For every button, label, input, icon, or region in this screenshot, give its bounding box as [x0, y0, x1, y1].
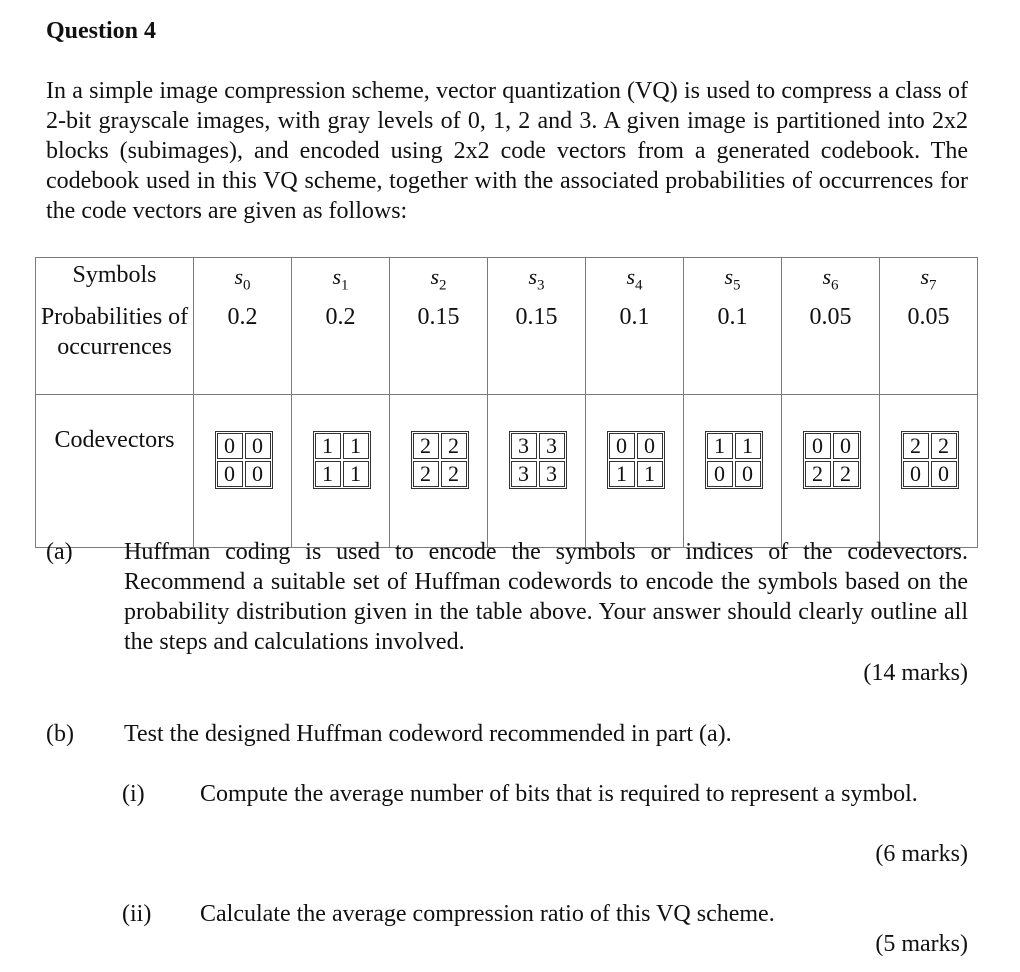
- probability-cell: 0.15: [390, 300, 488, 395]
- codevector-cell: [782, 395, 880, 548]
- symbols-row: [36, 258, 978, 301]
- probability-cell: 0.2: [194, 300, 292, 395]
- codevector-cell: [194, 395, 292, 548]
- symbol-cell: $s_7$: [880, 258, 978, 301]
- symbol-cell: $s_0$: [194, 258, 292, 301]
- part-a-marks: (14 marks): [863, 660, 968, 686]
- codevector-block: 2 2 0 0: [901, 431, 959, 489]
- codevector-block: 1 1 0 0: [705, 431, 763, 489]
- probability-cell: 0.1: [586, 300, 684, 395]
- symbol-cell: $s_4$: [586, 258, 684, 301]
- probability-cell: 0.15: [488, 300, 586, 395]
- codevector-block: 0 0 1 1: [607, 431, 665, 489]
- codevectors-header: Codevectors: [36, 395, 194, 548]
- part-b-ii-label: (ii): [122, 901, 152, 927]
- codevector-cell: [880, 395, 978, 548]
- codevector-block: 3 3 3 3: [509, 431, 567, 489]
- probabilities-row: [36, 300, 978, 395]
- probability-cell: 0.05: [782, 300, 880, 395]
- part-b-i-text: Compute the average number of bits that is required to represent a symbol.: [200, 781, 918, 807]
- symbol-cell: $s_1$: [292, 258, 390, 301]
- question-intro: In a simple image compression scheme, vector quantization (VQ) is used to compress a class of 2-bit grayscale images, with gray levels of 0, 1, 2 and 3. A given image is partitioned into 2x2 blocks (subimages), and encoded using 2x2 code vectors from a generated codebook. The codebook used in this VQ scheme, together with the associated probabilities of occurrences for the code vectors are given as follows:: [46, 78, 968, 224]
- codevector-block: 1 1 1 1: [313, 431, 371, 489]
- codevector-block: 0 0 2 2: [803, 431, 861, 489]
- part-b-ii-marks: (5 marks): [875, 931, 968, 957]
- question-title: Question 4: [46, 18, 157, 44]
- symbol-cell: $s_3$: [488, 258, 586, 301]
- symbol-cell: $s_6$: [782, 258, 880, 301]
- codevector-cell: [586, 395, 684, 548]
- symbol-cell: $s_5$: [684, 258, 782, 301]
- codevector-cell: [488, 395, 586, 548]
- codevector-block: 0 0 0 0: [215, 431, 273, 489]
- part-b-i-marks: (6 marks): [875, 841, 968, 867]
- codevector-cell: [292, 395, 390, 548]
- codebook-table: [35, 257, 978, 548]
- part-a-label: (a): [46, 539, 73, 565]
- part-a-text: Huffman coding is used to encode the symbols or indices of the codevectors. Recommend a suitable set of Huffman codewords to encode the symbols based on the probability distribution given in the table above. Your answer should clearly outline all the steps and calculations involved.: [124, 539, 968, 655]
- codevector-block: 2 2 2 2: [411, 431, 469, 489]
- symbol-cell: $s_2$: [390, 258, 488, 301]
- codevector-cell: [390, 395, 488, 548]
- probability-cell: 0.05: [880, 300, 978, 395]
- part-b-i-label: (i): [122, 781, 145, 807]
- probability-cell: 0.1: [684, 300, 782, 395]
- part-b-ii-text: Calculate the average compression ratio of this VQ scheme.: [200, 901, 775, 927]
- probability-cell: 0.2: [292, 300, 390, 395]
- codevectors-row: [36, 395, 978, 548]
- probabilities-header: Probabilities of occurrences: [36, 300, 194, 395]
- part-b-label: (b): [46, 721, 74, 747]
- symbols-header: Symbols: [36, 258, 194, 301]
- codevector-cell: [684, 395, 782, 548]
- part-b-text: Test the designed Huffman codeword recommended in part (a).: [124, 721, 732, 747]
